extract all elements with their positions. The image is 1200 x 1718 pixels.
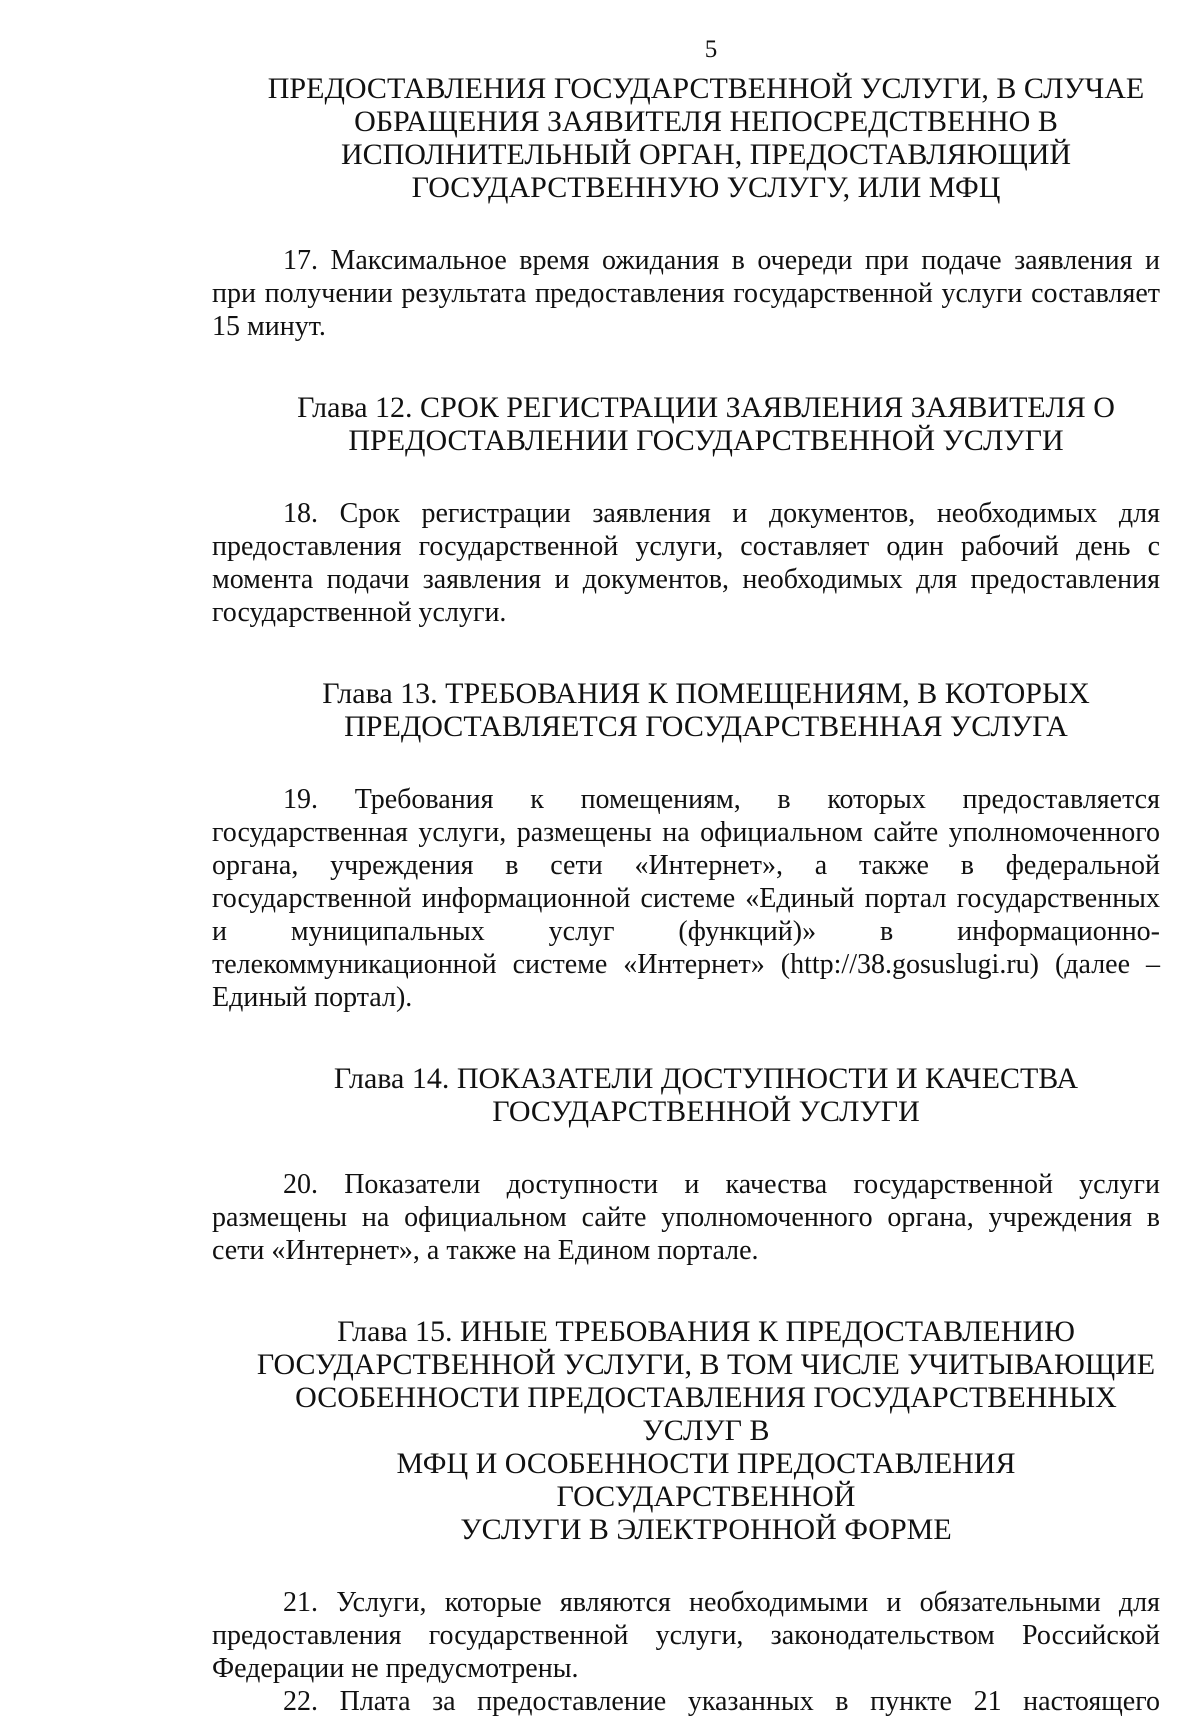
- chapter-15-heading: [212, 1315, 1160, 1546]
- heading-line: ГОСУДАРСТВЕННОЙ УСЛУГИ: [492, 1095, 920, 1128]
- heading-line: ГОСУДАРСТВЕННОЙ УСЛУГИ, В ТОМ ЧИСЛЕ УЧИТЫВАЮЩИЕ: [256, 1348, 1156, 1381]
- paragraph-22: 22. Плата за предоставление указанных в пункте 21 настоящего: [283, 1686, 1160, 1717]
- heading-line: Глава 12. СРОК РЕГИСТРАЦИИ ЗАЯВЛЕНИЯ ЗАЯВИТЕЛЯ О: [297, 391, 1115, 424]
- heading-line: ПРЕДОСТАВЛЕНИИ ГОСУДАРСТВЕННОЙ УСЛУГИ: [348, 424, 1064, 457]
- section-heading-continuation: [212, 72, 1160, 204]
- chapter-13-heading: [212, 677, 1160, 743]
- paragraph-17: 17. Максимальное время ожидания в очереди при подаче заявления и при получении результата предоставления государственной услуги составляет 15 минут.: [212, 245, 1160, 342]
- heading-line: Глава 13. ТРЕБОВАНИЯ К ПОМЕЩЕНИЯМ, В КОТОРЫХ: [322, 677, 1090, 710]
- paragraph-19: 19. Требования к помещениям, в которых предоставляется государственная услуги, размещены на официальном сайте уполномоченного органа, учреждения в сети «Интернет», а также в федеральной государственной информационной системе «Единый портал государственных и муниципальных услуг (функций)» в информационно-телекоммуникационной системе «Интернет» (http://38.gosuslugi.ru) (далее – Единый портал).: [212, 784, 1160, 1013]
- heading-line: Глава 15. ИНЫЕ ТРЕБОВАНИЯ К ПРЕДОСТАВЛЕНИЮ: [337, 1315, 1075, 1348]
- spacer: [212, 457, 1160, 497]
- spacer: [212, 743, 1160, 783]
- chapter-12-heading: [212, 391, 1160, 457]
- heading-line: МФЦ И ОСОБЕННОСТИ ПРЕДОСТАВЛЕНИЯ ГОСУДАРСТВЕННОЙ: [396, 1447, 1016, 1513]
- paragraph-18: 18. Срок регистрации заявления и документов, необходимых для предоставления государственной услуги, составляет один рабочий день с момента подачи заявления и документов, необходимых для предоставления государственной услуги.: [212, 498, 1160, 628]
- heading-line: ПРЕДОСТАВЛЕНИЯ ГОСУДАРСТВЕННОЙ УСЛУГИ, В СЛУЧАЕ: [267, 72, 1145, 105]
- heading-line: ОСОБЕННОСТИ ПРЕДОСТАВЛЕНИЯ ГОСУДАРСТВЕННЫХ УСЛУГ В: [295, 1381, 1117, 1447]
- heading-line: ОБРАЩЕНИЯ ЗАЯВИТЕЛЯ НЕПОСРЕДСТВЕННО В: [354, 105, 1058, 138]
- spacer: [212, 629, 1160, 677]
- paragraph-20: 20. Показатели доступности и качества государственной услуги размещены на официальном сайте уполномоченного органа, учреждения в сети «Интернет», а также на Едином портале.: [212, 1169, 1160, 1266]
- spacer: [212, 1546, 1160, 1586]
- document-page: [212, 30, 1160, 1718]
- heading-line: ИСПОЛНИТЕЛЬНЫЙ ОРГАН, ПРЕДОСТАВЛЯЮЩИЙ: [340, 138, 1072, 171]
- heading-line: ПРЕДОСТАВЛЯЕТСЯ ГОСУДАРСТВЕННАЯ УСЛУГА: [344, 710, 1068, 743]
- spacer: [212, 204, 1160, 244]
- page-number: 5: [704, 36, 718, 63]
- spacer: [212, 1267, 1160, 1315]
- spacer: [212, 1128, 1160, 1168]
- paragraph-21: 21. Услуги, которые являются необходимыми и обязательными для предоставления государственной услуги, законодательством Российской Федерации не предусмотрены.: [212, 1587, 1160, 1684]
- heading-line: ГОСУДАРСТВЕННУЮ УСЛУГУ, ИЛИ МФЦ: [411, 171, 1001, 204]
- chapter-14-heading: [212, 1062, 1160, 1128]
- heading-line: Глава 14. ПОКАЗАТЕЛИ ДОСТУПНОСТИ И КАЧЕСТВА: [333, 1062, 1079, 1095]
- heading-line: УСЛУГИ В ЭЛЕКТРОННОЙ ФОРМЕ: [460, 1513, 952, 1546]
- spacer: [212, 343, 1160, 391]
- spacer: [212, 1014, 1160, 1062]
